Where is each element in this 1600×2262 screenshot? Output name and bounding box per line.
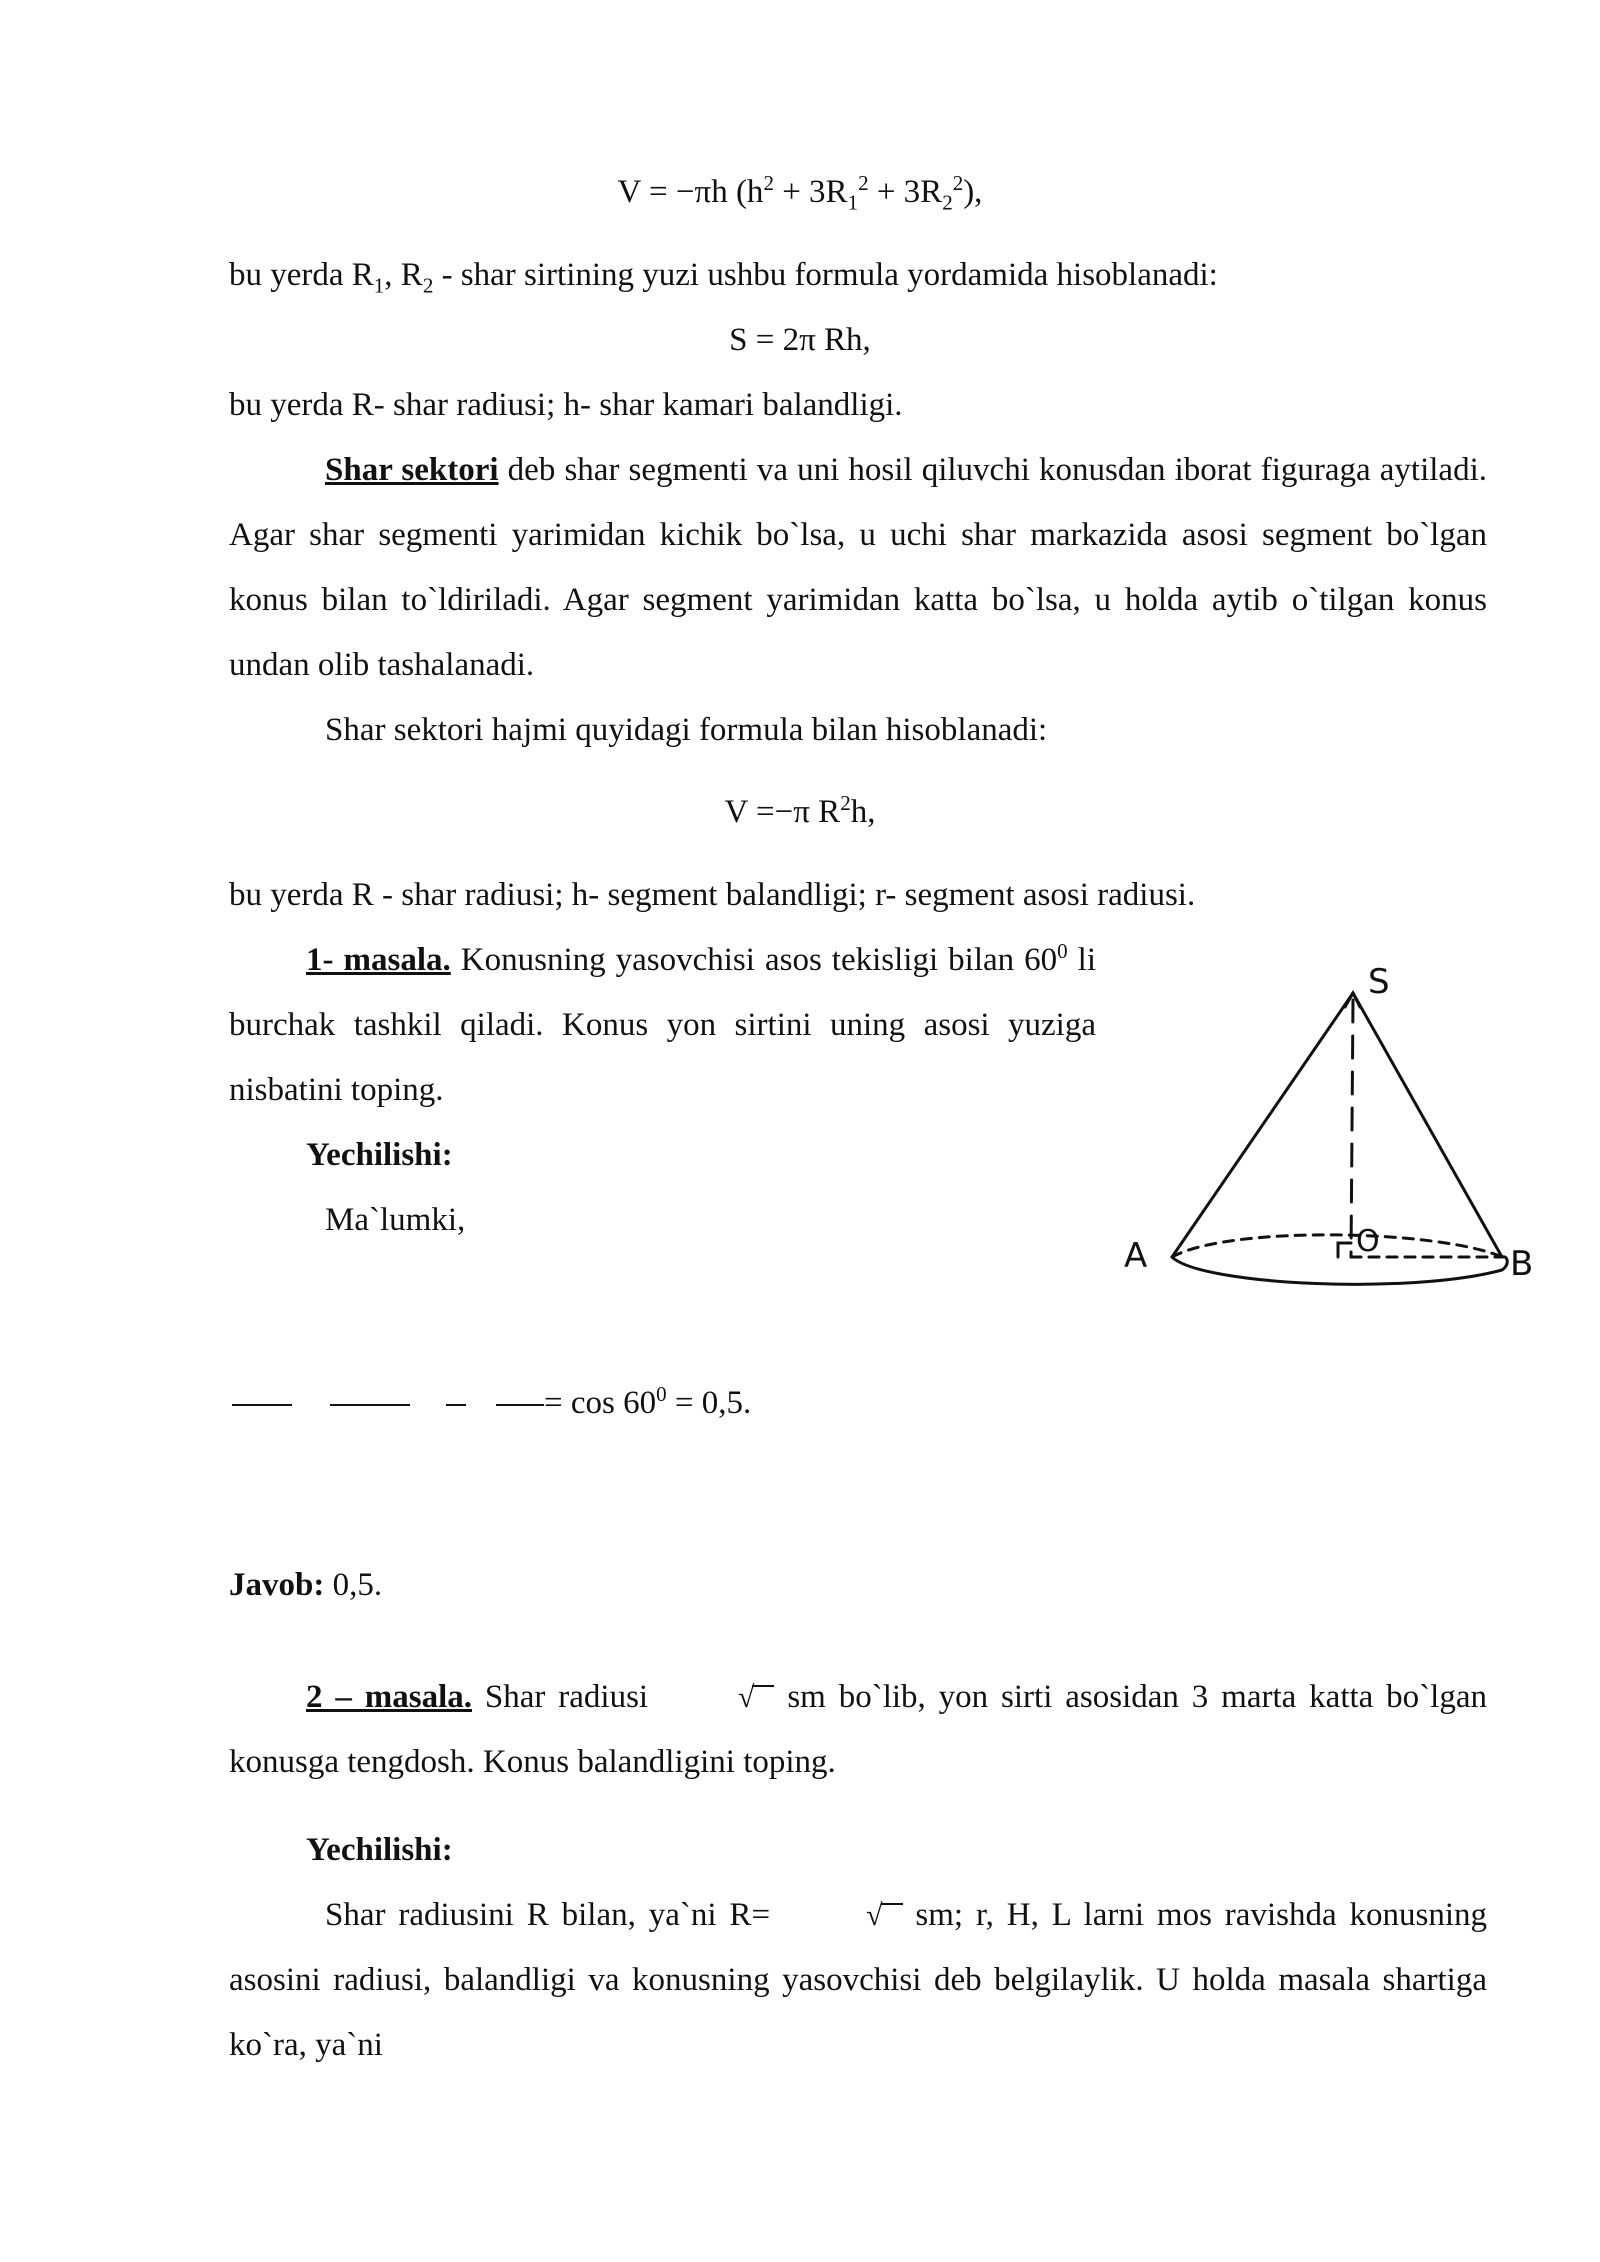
- sqrt-overline: [752, 1685, 774, 1711]
- formula-frustum-volume: V = −πh $(h^2 + 3R_1^2 + 3R_2^2)$,: [617, 171, 983, 215]
- problem-2-solution-text: Shar radiusini R bilan, ya`ni R= √ sm; r, H, L larni mos ravishda konusning asosini radiusi, balandligi va konusning yasovchisi deb belgilaylik. U holda masala shartiga ko`ra, ya`ni: [229, 1883, 1487, 2078]
- cone-base-front: [1172, 1257, 1507, 1285]
- problem-2-statement: 2 – masala. Shar radiusi √ sm bo`lib, yon sirti asosidan 3 marta katta bo`lgan konusga tengdosh. Konus balandligini toping.: [229, 1665, 1487, 1795]
- problem-1-label: 1- masala.: [306, 942, 451, 978]
- cone-generatrix-right: [1353, 993, 1502, 1257]
- text-line-r-h-r: bu yerda R - shar radiusi; h- segment balandligi; r- segment asosi radiusi.: [229, 877, 1196, 913]
- fraction-bar: [232, 1404, 292, 1406]
- right-angle-mark: [1338, 1243, 1351, 1257]
- sqrt-symbol: √: [737, 1681, 755, 1714]
- term-shar-sektori: Shar sektori: [325, 452, 499, 488]
- text-line-r1-r2: bu yerda $R_1$, $R_2$ - shar sirtining yuzi ushbu formula yordamida hisoblanadi:: [229, 257, 1218, 298]
- text-line-r-h: bu yerda R- shar radiusi; h- shar kamari balandligi.: [229, 387, 903, 423]
- fraction-bar: [330, 1404, 410, 1406]
- fraction-bar: [446, 1404, 466, 1406]
- sqrt-overline: [881, 1903, 903, 1929]
- label-point-b: B: [1510, 1244, 1534, 1284]
- problem-1-known: Ma`lumki,: [325, 1202, 466, 1238]
- sector-definition-paragraph: Shar sektori deb shar segmenti va uni hosil qiluvchi konusdan iborat figuraga aytiladi. Agar shar segmenti yarimidan kichik bo`lsa, u uchi shar markazida asosi segment bo`lgan konus bilan to`ldiriladi. Agar segment yarimidan katta bo`lsa, u holda aytib o`tilgan konus undan olib tashalanadi.: [229, 452, 1487, 683]
- formula-surface-area: S = 2π Rh,: [729, 322, 871, 358]
- cone-figure: [1110, 955, 1560, 1315]
- problem-1-ratio-line: = $\cos 60^0 = 0,5$.: [232, 1383, 751, 1423]
- problem-2-solution-label: Yechilishi:: [306, 1832, 453, 1868]
- label-center-o: O: [1356, 1224, 1380, 1259]
- label-apex-s: S: [1368, 962, 1390, 1002]
- formula-sector-volume: V =−π $R^2h$,: [724, 791, 876, 830]
- cone-generatrix-left: [1172, 993, 1353, 1257]
- sqrt-symbol: √: [866, 1899, 883, 1932]
- fraction-bar: [496, 1404, 544, 1406]
- problem-1-statement: 1- masala. Konusning yasovchisi asos tekisligi bilan $60^0$ li burchak tashkil qiladi. Konus yon sirtini uning asosi yuziga nisbatini toping.: [229, 939, 1096, 1108]
- cone-height: [1351, 1000, 1353, 1257]
- sector-volume-intro: Shar sektori hajmi quyidagi formula bilan hisoblanadi:: [325, 712, 1048, 748]
- problem-2-label: 2 – masala.: [306, 1679, 473, 1715]
- label-point-a: A: [1124, 1236, 1148, 1276]
- problem-1-answer: Javob: 0,5.: [229, 1567, 383, 1603]
- problem-1-solution-label: Yechilishi:: [306, 1137, 453, 1173]
